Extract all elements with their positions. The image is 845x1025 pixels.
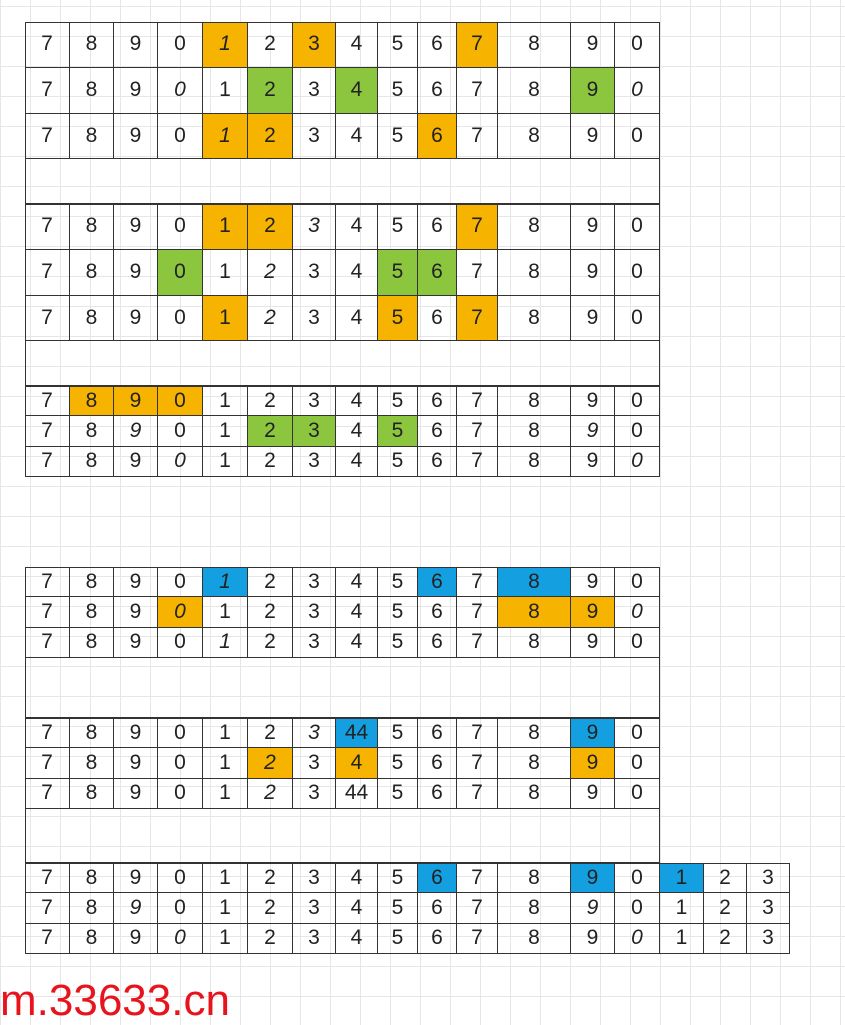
grid-cell: 7	[25, 68, 70, 114]
grid-cell: 0	[615, 779, 660, 809]
grid-cell: 9	[114, 597, 158, 627]
grid-cell: 5	[378, 296, 418, 342]
grid-cell: 6	[418, 628, 457, 658]
grid-cell: 8	[70, 250, 114, 296]
grid-cell: 7	[457, 114, 498, 160]
grid-cell: 6	[418, 893, 457, 923]
grid-cell: 2	[704, 863, 747, 893]
grid-cell: 8	[498, 748, 571, 778]
grid-cell: 1	[203, 296, 248, 342]
grid-cell: 5	[378, 22, 418, 68]
grid-cell: 9	[114, 924, 158, 954]
grid-cell: 9	[114, 748, 158, 778]
grid-cell: 5	[378, 718, 418, 748]
grid-cell: 0	[158, 114, 203, 160]
grid-cell: 4	[336, 924, 378, 954]
grid-cell: 2	[248, 628, 293, 658]
grid-cell: 2	[248, 447, 293, 477]
grid-cell: 0	[158, 748, 203, 778]
grid-cell: 4	[336, 416, 378, 446]
grid-cell: 9	[571, 386, 615, 416]
grid-cell: 8	[70, 416, 114, 446]
grid-cell: 2	[248, 250, 293, 296]
grid-cell: 0	[158, 250, 203, 296]
grid-cell: 9	[114, 250, 158, 296]
grid-cell: 3	[293, 748, 336, 778]
grid-cell: 2	[248, 68, 293, 114]
grid-cell: 8	[498, 296, 571, 342]
grid-cell: 6	[418, 204, 457, 250]
grid-cell: 8	[70, 386, 114, 416]
grid-cell: 5	[378, 204, 418, 250]
grid-cell: 6	[418, 22, 457, 68]
grid-cell: 4	[336, 114, 378, 160]
grid-cell: 1	[203, 250, 248, 296]
grid-cell: 0	[615, 628, 660, 658]
grid-cell: 4	[336, 386, 378, 416]
grid-cell: 6	[418, 68, 457, 114]
grid-cell: 4	[336, 447, 378, 477]
grid-cell: 3	[293, 68, 336, 114]
grid-cell: 7	[25, 22, 70, 68]
grid-cell: 1	[660, 924, 704, 954]
grid-cell: 0	[615, 204, 660, 250]
grid-cell: 6	[418, 416, 457, 446]
grid-cell: 0	[615, 567, 660, 597]
grid-cell: 7	[457, 68, 498, 114]
grid-cell: 3	[747, 893, 790, 923]
grid-cell: 8	[498, 893, 571, 923]
grid-cell: 2	[248, 718, 293, 748]
grid-cell: 3	[293, 863, 336, 893]
grid-cell: 7	[457, 718, 498, 748]
grid-cell: 9	[114, 22, 158, 68]
grid-cell: 7	[457, 597, 498, 627]
grid-cell: 0	[615, 597, 660, 627]
grid-cell: 8	[498, 567, 571, 597]
grid-cell: 7	[457, 250, 498, 296]
separator-row	[25, 341, 660, 386]
grid-cell: 3	[293, 114, 336, 160]
grid-cell: 4	[336, 22, 378, 68]
grid-cell: 0	[615, 863, 660, 893]
grid-cell: 9	[571, 924, 615, 954]
grid-cell: 9	[114, 386, 158, 416]
grid-cell: 8	[498, 597, 571, 627]
grid-cell: 44	[336, 779, 378, 809]
grid-cell: 0	[615, 22, 660, 68]
grid-cell: 1	[203, 893, 248, 923]
grid-cell: 8	[498, 718, 571, 748]
grid-cell: 9	[571, 68, 615, 114]
grid-cell: 8	[498, 779, 571, 809]
grid-cell: 0	[615, 718, 660, 748]
grid-cell: 3	[293, 386, 336, 416]
grid-cell: 3	[293, 22, 336, 68]
grid-cell: 8	[70, 893, 114, 923]
grid-cell: 1	[203, 204, 248, 250]
grid-cell: 7	[25, 204, 70, 250]
grid-cell: 8	[498, 204, 571, 250]
grid-cell: 4	[336, 68, 378, 114]
grid-cell: 8	[70, 447, 114, 477]
grid-cell: 7	[25, 924, 70, 954]
grid-cell: 3	[293, 447, 336, 477]
grid-cell: 5	[378, 114, 418, 160]
grid-cell: 8	[70, 296, 114, 342]
grid-cell: 8	[498, 386, 571, 416]
grid-cell: 9	[114, 296, 158, 342]
grid-cell: 7	[25, 416, 70, 446]
grid-cell: 1	[203, 567, 248, 597]
grid-cell: 8	[498, 447, 571, 477]
grid-cell: 6	[418, 296, 457, 342]
grid-cell: 0	[615, 447, 660, 477]
grid-cell: 7	[25, 250, 70, 296]
grid-cell: 2	[704, 893, 747, 923]
grid-cell: 8	[498, 863, 571, 893]
grid-cell: 9	[114, 779, 158, 809]
grid-cell: 3	[293, 567, 336, 597]
grid-cell: 0	[615, 748, 660, 778]
grid-cell: 9	[571, 447, 615, 477]
grid-cell: 5	[378, 893, 418, 923]
grid-cell: 9	[571, 779, 615, 809]
grid-cell: 8	[498, 924, 571, 954]
grid-cell: 7	[457, 628, 498, 658]
grid-cell: 7	[25, 863, 70, 893]
grid-cell: 8	[70, 718, 114, 748]
grid-cell: 2	[248, 22, 293, 68]
grid-cell: 7	[25, 779, 70, 809]
grid-cell: 8	[70, 22, 114, 68]
grid-cell: 5	[378, 924, 418, 954]
grid-cell: 6	[418, 863, 457, 893]
grid-cell: 2	[248, 204, 293, 250]
grid-cell: 5	[378, 416, 418, 446]
grid-cell: 3	[293, 416, 336, 446]
grid-cell: 0	[158, 386, 203, 416]
grid-cell: 9	[114, 416, 158, 446]
grid-cell: 0	[158, 893, 203, 923]
grid-cell: 1	[203, 68, 248, 114]
grid-cell: 0	[615, 296, 660, 342]
grid-cell: 1	[203, 863, 248, 893]
grid-cell: 7	[457, 296, 498, 342]
grid-cell: 7	[25, 748, 70, 778]
grid-cell: 7	[457, 893, 498, 923]
grid-cell: 5	[378, 447, 418, 477]
grid-cell: 3	[293, 250, 336, 296]
grid-cell: 7	[25, 597, 70, 627]
grid-cell: 7	[457, 779, 498, 809]
grid-cell: 5	[378, 250, 418, 296]
grid-cell: 2	[248, 863, 293, 893]
grid-cell: 0	[615, 893, 660, 923]
grid-cell: 5	[378, 779, 418, 809]
grid-cell: 8	[70, 597, 114, 627]
grid-cell: 8	[70, 779, 114, 809]
grid-cell: 7	[457, 416, 498, 446]
grid-cell: 0	[158, 22, 203, 68]
grid-cell: 2	[248, 924, 293, 954]
grid-cell: 2	[248, 114, 293, 160]
grid-cell: 8	[70, 68, 114, 114]
grid-cell: 2	[248, 748, 293, 778]
grid-cell: 1	[203, 628, 248, 658]
grid-cell: 8	[498, 250, 571, 296]
grid-cell: 8	[498, 114, 571, 160]
grid-cell: 0	[158, 924, 203, 954]
separator-row	[25, 809, 660, 863]
grid-cell: 0	[158, 416, 203, 446]
grid-cell: 4	[336, 567, 378, 597]
grid-cell: 5	[378, 628, 418, 658]
grid-cell: 6	[418, 447, 457, 477]
grid-cell: 0	[615, 250, 660, 296]
grid-cell: 9	[571, 893, 615, 923]
grid-cell: 8	[70, 567, 114, 597]
grid-cell: 7	[25, 114, 70, 160]
grid-cell: 6	[418, 386, 457, 416]
grid-cell: 9	[571, 597, 615, 627]
grid-cell: 1	[660, 893, 704, 923]
grid-cell: 0	[615, 416, 660, 446]
grid-cell: 5	[378, 863, 418, 893]
grid-cell: 4	[336, 296, 378, 342]
grid-cell: 9	[571, 863, 615, 893]
grid-cell: 3	[293, 296, 336, 342]
grid-cell: 9	[571, 718, 615, 748]
grid-cell: 1	[203, 779, 248, 809]
grid-cell: 3	[293, 893, 336, 923]
grid-cell: 5	[378, 68, 418, 114]
grid-cell: 4	[336, 597, 378, 627]
grid-cell: 6	[418, 779, 457, 809]
grid-cell: 0	[158, 779, 203, 809]
grid-cell: 7	[457, 386, 498, 416]
grid-cell: 9	[571, 204, 615, 250]
grid-cell: 0	[158, 628, 203, 658]
grid-cell: 9	[114, 114, 158, 160]
grid-cell: 9	[114, 628, 158, 658]
grid-cell: 1	[660, 863, 704, 893]
grid-cell: 7	[457, 567, 498, 597]
grid-cell: 44	[336, 718, 378, 748]
separator-row	[25, 658, 660, 718]
grid-cell: 7	[457, 204, 498, 250]
grid-cell: 9	[114, 718, 158, 748]
grid-cell: 9	[571, 567, 615, 597]
grid-cell: 9	[114, 447, 158, 477]
grid-cell: 0	[158, 204, 203, 250]
grid-cell: 9	[114, 863, 158, 893]
grid-cell: 5	[378, 567, 418, 597]
grid-cell: 0	[615, 114, 660, 160]
separator-row	[25, 159, 660, 204]
grid-cell: 6	[418, 567, 457, 597]
grid-cell: 4	[336, 628, 378, 658]
grid-cell: 6	[418, 114, 457, 160]
grid-cell: 7	[457, 863, 498, 893]
grid-cell: 7	[25, 718, 70, 748]
grid-cell: 8	[498, 628, 571, 658]
grid-cell: 0	[615, 924, 660, 954]
grid-cell: 2	[248, 893, 293, 923]
grid-cell: 1	[203, 447, 248, 477]
grid-cell: 7	[457, 748, 498, 778]
grid-cell: 1	[203, 22, 248, 68]
grid-cell: 1	[203, 597, 248, 627]
grid-cell: 6	[418, 924, 457, 954]
grid-cell: 9	[114, 893, 158, 923]
grid-cell: 1	[203, 924, 248, 954]
grid-cell: 0	[158, 68, 203, 114]
grid-cell: 9	[571, 748, 615, 778]
grid-cell: 3	[293, 628, 336, 658]
grid-cell: 8	[498, 22, 571, 68]
grid-cell: 0	[158, 597, 203, 627]
grid-cell: 1	[203, 748, 248, 778]
grid-cell: 3	[747, 924, 790, 954]
grid-cell: 2	[248, 597, 293, 627]
grid-cell: 7	[457, 924, 498, 954]
grid-cell: 6	[418, 597, 457, 627]
grid-cell: 1	[203, 416, 248, 446]
grid-cell: 9	[571, 416, 615, 446]
site-url: m.33633.cn	[0, 976, 230, 1025]
grid-cell: 1	[203, 718, 248, 748]
grid-cell: 7	[25, 386, 70, 416]
grid-cell: 3	[293, 718, 336, 748]
grid-cell: 3	[293, 204, 336, 250]
grid-cell: 3	[293, 779, 336, 809]
grid-cell: 0	[615, 68, 660, 114]
grid-cell: 0	[158, 447, 203, 477]
grid-cell: 7	[25, 296, 70, 342]
grid-cell: 3	[293, 924, 336, 954]
grid-cell: 9	[571, 114, 615, 160]
grid-cell: 7	[25, 567, 70, 597]
grid-cell: 9	[571, 628, 615, 658]
grid-cell: 1	[203, 386, 248, 416]
grid-cell: 9	[114, 68, 158, 114]
grid-cell: 8	[70, 748, 114, 778]
grid-cell: 0	[158, 296, 203, 342]
grid-cell: 7	[457, 447, 498, 477]
grid-cell: 8	[498, 416, 571, 446]
grid-cell: 6	[418, 718, 457, 748]
grid-cell: 7	[25, 447, 70, 477]
grid-cell: 4	[336, 863, 378, 893]
grid-cell: 2	[248, 296, 293, 342]
grid-cell: 3	[293, 597, 336, 627]
grid-cell: 9	[571, 22, 615, 68]
grid-cell: 0	[158, 863, 203, 893]
grid-cell: 8	[70, 114, 114, 160]
grid-cell: 4	[336, 204, 378, 250]
grid-cell: 0	[615, 386, 660, 416]
grid-cell: 8	[70, 628, 114, 658]
grid-cell: 5	[378, 597, 418, 627]
grid-cell: 7	[457, 22, 498, 68]
grid-cell: 2	[704, 924, 747, 954]
grid-cell: 4	[336, 748, 378, 778]
grid-cell: 7	[25, 628, 70, 658]
grid-cell: 2	[248, 567, 293, 597]
grid-cell: 2	[248, 386, 293, 416]
grid-cell: 2	[248, 416, 293, 446]
grid-cell: 6	[418, 748, 457, 778]
grid-cell: 5	[378, 386, 418, 416]
grid-cell: 0	[158, 718, 203, 748]
grid-cell: 9	[114, 204, 158, 250]
grid-cell: 4	[336, 250, 378, 296]
grid-cell: 1	[203, 114, 248, 160]
grid-cell: 5	[378, 748, 418, 778]
grid-cell: 0	[158, 567, 203, 597]
grid-cell: 9	[114, 567, 158, 597]
grid-cell: 6	[418, 250, 457, 296]
grid-cell: 7	[25, 893, 70, 923]
grid-cell: 8	[70, 204, 114, 250]
grid-cell: 9	[571, 296, 615, 342]
grid-cell: 4	[336, 893, 378, 923]
grid-cell: 8	[70, 863, 114, 893]
grid-cell: 9	[571, 250, 615, 296]
grid-cell: 8	[498, 68, 571, 114]
grid-cell: 8	[70, 924, 114, 954]
grid-cell: 2	[248, 779, 293, 809]
grid-cell: 3	[747, 863, 790, 893]
